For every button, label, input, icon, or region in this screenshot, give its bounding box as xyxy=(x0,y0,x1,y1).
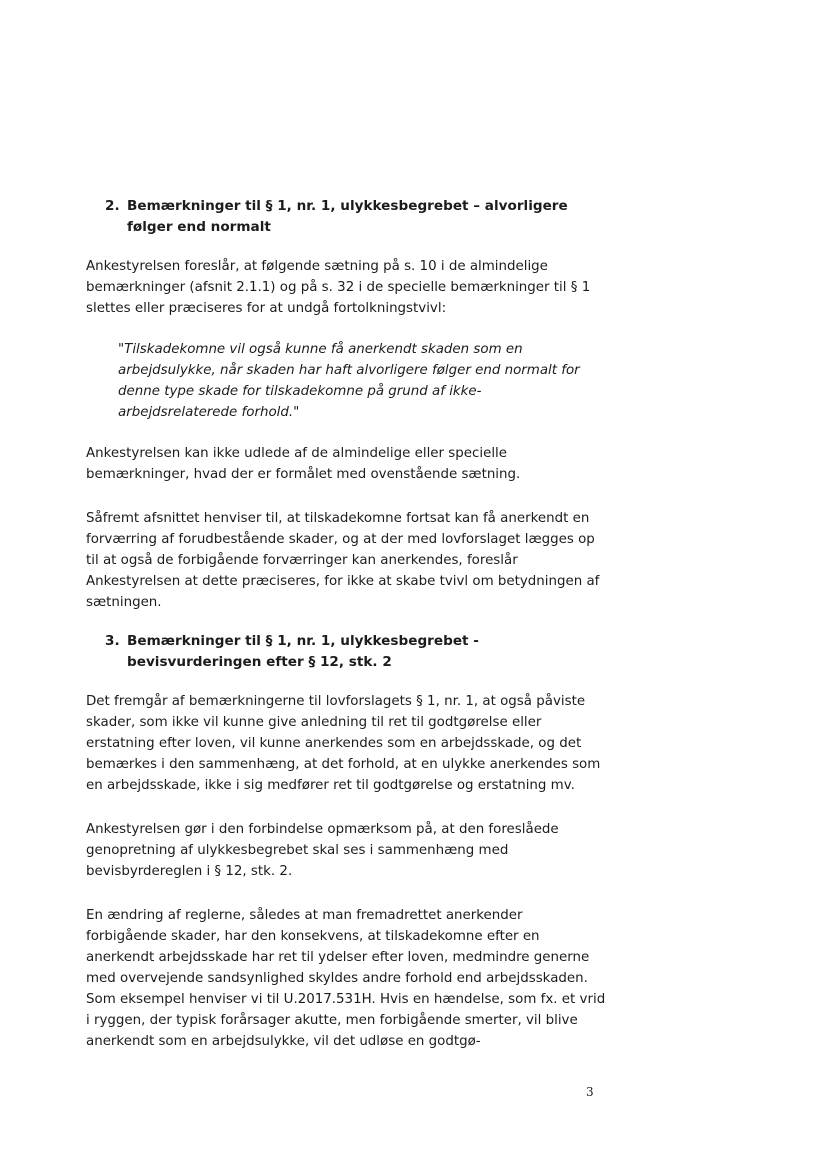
section-2-number: 2. xyxy=(105,198,120,214)
section-3-title: Bemærkninger til § 1, nr. 1, ulykkesbegrebet - bevisvurderingen efter § 12, stk. 2 xyxy=(127,633,479,670)
section-3-paragraph: Det fremgår af bemærkningerne til lovforslagets § 1, nr. 1, at også påviste skader, som ikke vil kunne give anledning til ret til godtgørelse eller erstatning efter loven, vil kunne anerkendes som en arbejdsskade, og det bemærkes i den sammenhæng, at det forhold, at en ulykke anerkendes som en arbejdsskade, ikke i sig medfører ret til godtgørelse og erstatning mv. xyxy=(86,694,601,793)
section-3-heading xyxy=(105,631,606,673)
section-2-title: Bemærkninger til § 1, nr. 1, ulykkesbegrebet – alvorligere følger end normalt xyxy=(127,198,568,235)
section-2-paragraph: Ankestyrelsen kan ikke udlede af de almindelige eller specielle bemærkninger, hvad der er formålet med ovenstående sætning. xyxy=(86,446,521,482)
section-3-number: 3. xyxy=(105,633,120,649)
section-2-quote: "Tilskadekomne vil også kunne få anerkendt skaden som en arbejdsulykke, når skaden har haft alvorligere følger end normalt for denne type skade for tilskadekomne på grund af ikke-arbejdsrelaterede forhold." xyxy=(118,342,580,420)
section-3-paragraph: En ændring af reglerne, således at man fremadrettet anerkender forbigående skader, har den konsekvens, at tilskadekomne efter en anerkendt arbejdsskade har ret til ydelser efter loven, medmindre generne med overvejende sandsynlighed skyldes andre forhold end arbejdsskaden. Som eksempel henviser vi til U.2017.531H. Hvis en hændelse, som fx. et vrid i ryggen, der typisk forårsager akutte, men forbigående smerter, vil blive anerkendt som en arbejdsulykke, vil det udløse en godtgø- xyxy=(86,908,606,1049)
section-2-paragraph: Såfremt afsnittet henviser til, at tilskadekomne fortsat kan få anerkendt en forværring af forudbestående skader, og at der med lovforslaget lægges op til at også de forbigående forværringer kan anerkendes, foreslår Ankestyrelsen at dette præciseres, for ikke at skabe tvivl om betydningen af sætningen. xyxy=(86,511,600,610)
section-3-paragraph: Ankestyrelsen gør i den forbindelse opmærksom på, at den foreslåede genopretning af ulykkesbegrebet skal ses i sammenhæng med bevisbyrdereglen i § 12, stk. 2. xyxy=(86,822,559,879)
section-2-paragraph: Ankestyrelsen foreslår, at følgende sætning på s. 10 i de almindelige bemærkninger (afsnit 2.1.1) og på s. 32 i de specielle bemærkninger til § 1 slettes eller præciseres for at undgå fortolkningstvivl: xyxy=(86,259,591,316)
document-body xyxy=(86,196,606,1075)
page-number: 3 xyxy=(586,1085,594,1099)
section-2-heading xyxy=(105,196,606,238)
